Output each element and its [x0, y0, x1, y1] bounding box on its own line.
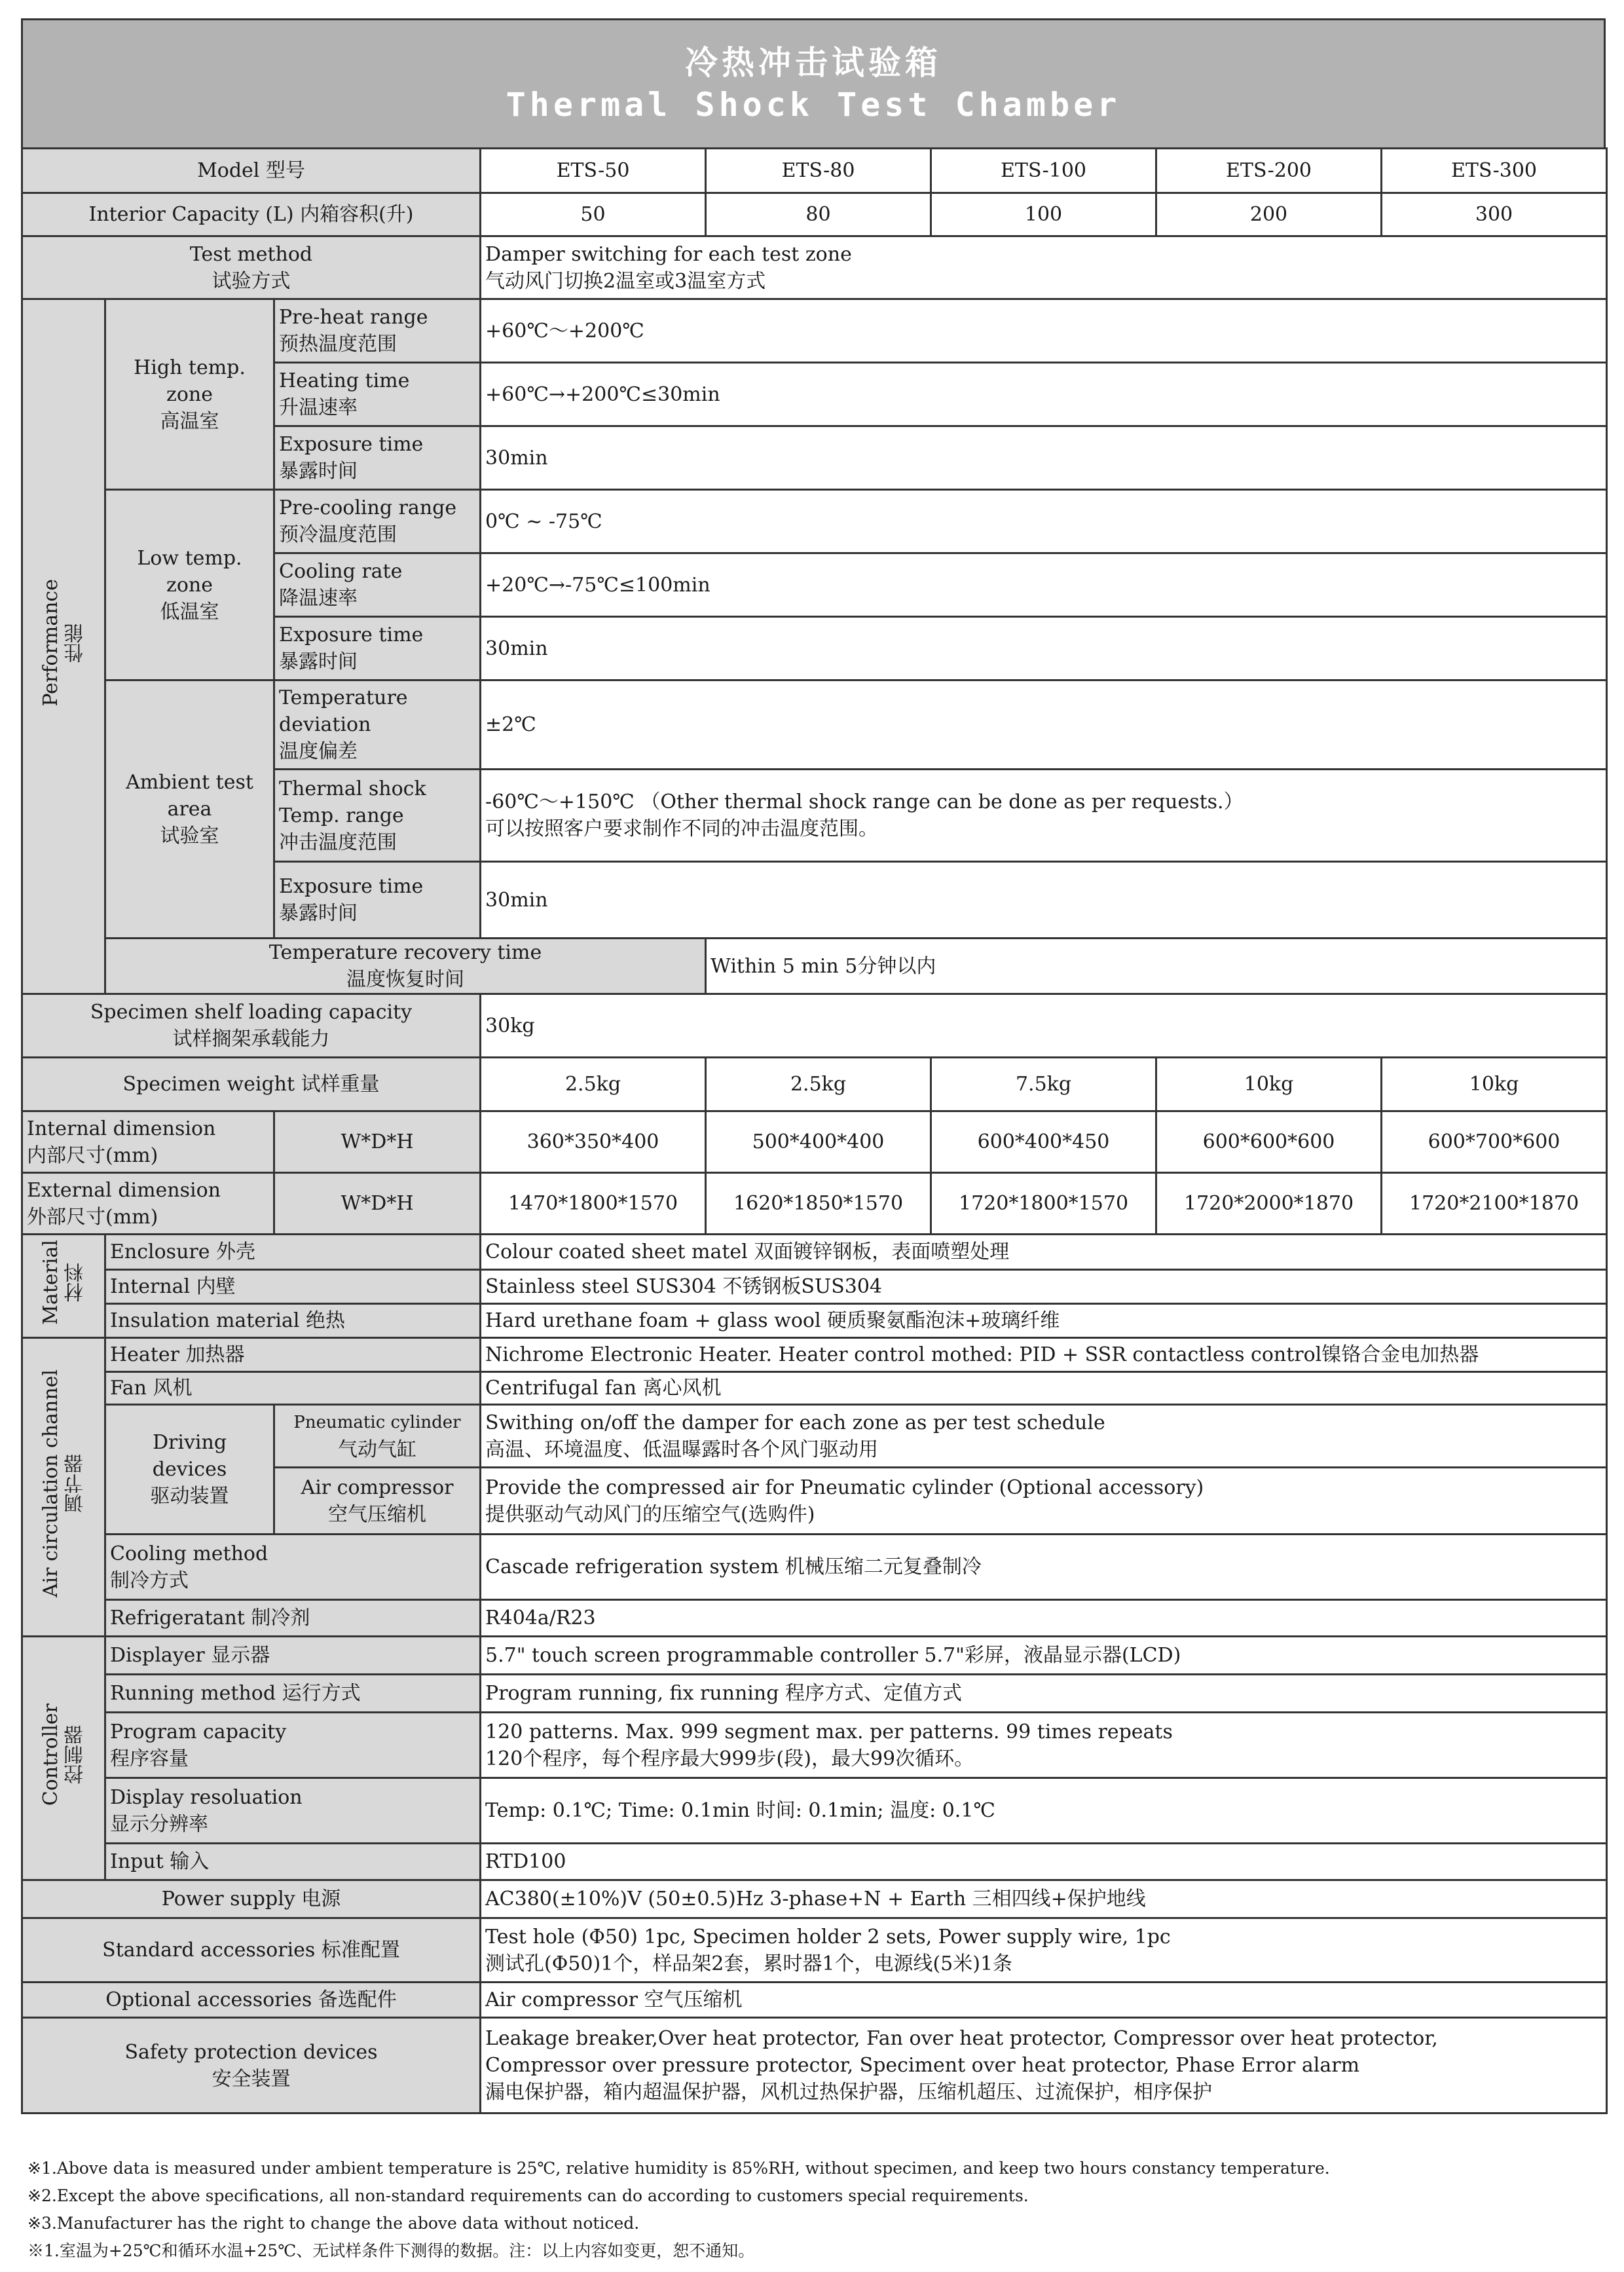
pre-cooling-value: 0℃ ~ -75℃: [481, 490, 1607, 553]
resolution-value: Temp: 0.1℃; Time: 0.1min 时间: 0.1min; 温度: 0.1℃: [481, 1778, 1607, 1844]
standard-accessories-label: Standard accessories 标准配置: [22, 1918, 481, 1983]
recovery-value: Within 5 min 5分钟以内: [706, 939, 1607, 994]
high-exposure-value: 30min: [481, 426, 1607, 490]
program-capacity-value: 120 patterns. Max. 999 segment max. per patterns. 99 times repeats 120个程序，每个程序最大999步(段)，最大99次循环。: [481, 1713, 1607, 1778]
heating-time-value: +60℃→+200℃≤30min: [481, 363, 1607, 426]
enclosure-value: Colour coated sheet matel 双面镀锌钢板，表面喷塑处理: [481, 1235, 1607, 1270]
model-label: Model 型号: [22, 149, 481, 193]
performance-group-label: Performance 性能: [22, 299, 105, 994]
air-circulation-group-label: Air circulation channel 调节器: [22, 1338, 105, 1637]
model-value: ETS-80: [706, 149, 931, 193]
high-exposure-label: Exposure time 暴露时间: [274, 426, 481, 490]
recovery-label: Temperature recovery time 温度恢复时间: [105, 939, 706, 994]
optional-accessories-row: [22, 1983, 1607, 2018]
input-label: Input 输入: [105, 1844, 481, 1880]
pre-cooling-label: Pre-cooling range 预冷温度范围: [274, 490, 481, 553]
resolution-label: Display resoluation 显示分辨率: [105, 1778, 481, 1844]
heater-label: Heater 加热器: [105, 1338, 481, 1372]
weight-row: [22, 1058, 1607, 1111]
heating-time-label: Heating time 升温速率: [274, 363, 481, 426]
internal-wall-row: [22, 1270, 1607, 1304]
pre-heat-label: Pre-heat range 预热温度范围: [274, 299, 481, 363]
displayer-row: [22, 1637, 1607, 1675]
title-english: Thermal Shock Test Chamber: [506, 86, 1121, 124]
shelf-row: [22, 994, 1607, 1058]
running-method-value: Program running, fix running 程序方式、定值方式: [481, 1675, 1607, 1713]
ambient-exposure-value: 30min: [481, 862, 1607, 939]
footnote: ※1.Above data is measured under ambient temperature is 25℃, relative humidity is 85%RH, without specimen, and keep two hours constancy temperature.: [28, 2159, 1330, 2178]
capacity-value: 100: [931, 193, 1156, 236]
heater-value: Nichrome Electronic Heater. Heater control mothed: PID + SSR contactless control镍铬合金电加热器: [481, 1338, 1607, 1372]
weight-value: 10kg: [1382, 1058, 1607, 1111]
shock-range-label: Thermal shock Temp. range 冲击温度范围: [274, 770, 481, 862]
capacity-value: 50: [481, 193, 706, 236]
program-capacity-label: Program capacity 程序容量: [105, 1713, 481, 1778]
footnotes: [28, 2155, 1330, 2265]
test-method-row: [22, 236, 1607, 299]
high-temp-zone-label: High temp. zone 高温室: [105, 299, 274, 490]
internal-dimension-label: Internal dimension 内部尺寸(mm): [22, 1111, 274, 1173]
weight-value: 2.5kg: [481, 1058, 706, 1111]
external-dimension-label: External dimension 外部尺寸(mm): [22, 1173, 274, 1235]
input-row: [22, 1844, 1607, 1880]
deviation-row: [22, 680, 1607, 770]
fan-label: Fan 风机: [105, 1372, 481, 1405]
external-dimension-value: 1720*2000*1870: [1156, 1173, 1382, 1235]
safety-label: Safety protection devices 安全装置: [22, 2018, 481, 2114]
test-method-label: Test method 试验方式: [22, 236, 481, 299]
compressor-value: Provide the compressed air for Pneumatic cylinder (Optional accessory) 提供驱动气动风门的压缩空气(选购件): [481, 1468, 1607, 1535]
weight-label: Specimen weight 试样重量: [22, 1058, 481, 1111]
external-dimension-value: 1620*1850*1570: [706, 1173, 931, 1235]
title-chinese: 冷热冲击试验箱: [685, 44, 942, 82]
internal-dimension-value: 500*400*400: [706, 1111, 931, 1173]
footnote: ※3.Manufacturer has the right to change the above data without noticed.: [28, 2214, 640, 2233]
model-value: ETS-200: [1156, 149, 1382, 193]
ambient-exposure-label: Exposure time 暴露时间: [274, 862, 481, 939]
model-row: [22, 149, 1607, 193]
safety-value: Leakage breaker,Over heat protector, Fan over heat protector, Compressor over heat protector, Compressor over pressure protector, Speciment over heat protector, Phase Error alarm 漏电保护器，箱内超温保护器，风机过热保护器，压缩机超压、过流保护，相序保护: [481, 2018, 1607, 2114]
capacity-value: 200: [1156, 193, 1382, 236]
pre-heat-row: [22, 299, 1607, 363]
driving-devices-label: Driving devices 驱动装置: [105, 1405, 274, 1535]
internal-dimension-value: 360*350*400: [481, 1111, 706, 1173]
internal-dimension-value: 600*600*600: [1156, 1111, 1382, 1173]
internal-dimension-row: [22, 1111, 1607, 1173]
low-exposure-value: 30min: [481, 617, 1607, 680]
pre-heat-value: +60℃～+200℃: [481, 299, 1607, 363]
external-dimension-value: 1470*1800*1570: [481, 1173, 706, 1235]
enclosure-label: Enclosure 外壳: [105, 1235, 481, 1270]
low-exposure-label: Exposure time 暴露时间: [274, 617, 481, 680]
ambient-area-label: Ambient test area 试验室: [105, 680, 274, 939]
optional-accessories-value: Air compressor 空气压缩机: [481, 1983, 1607, 2018]
weight-value: 7.5kg: [931, 1058, 1156, 1111]
power-row: [22, 1880, 1607, 1918]
pneumatic-row: [22, 1405, 1607, 1468]
spec-table: [21, 147, 1608, 2114]
displayer-value: 5.7" touch screen programmable controller 5.7"彩屏，液晶显示器(LCD): [481, 1637, 1607, 1675]
internal-wall-value: Stainless steel SUS304 不锈钢板SUS304: [481, 1270, 1607, 1304]
footnote: ※1.室温为+25℃和循环水温+25℃、无试样条件下测得的数据。注：以上内容如变更，恕不通知。: [28, 2241, 755, 2260]
external-dimension-value: 1720*1800*1570: [931, 1173, 1156, 1235]
input-value: RTD100: [481, 1844, 1607, 1880]
model-value: ETS-300: [1382, 149, 1607, 193]
internal-dimension-unit: W*D*H: [274, 1111, 481, 1173]
fan-row: [22, 1372, 1607, 1405]
fan-value: Centrifugal fan 离心风机: [481, 1372, 1607, 1405]
controller-group-label: Controller 控制器: [22, 1637, 105, 1880]
cooling-method-value: Cascade refrigeration system 机械压缩二元复叠制冷: [481, 1535, 1607, 1600]
enclosure-row: [22, 1235, 1607, 1270]
shock-range-value: -60℃～+150℃ （Other thermal shock range can be done as per requests.） 可以按照客户要求制作不同的冲击温度范围。: [481, 770, 1607, 862]
resolution-row: [22, 1778, 1607, 1844]
power-value: AC380(±10%)V (50±0.5)Hz 3-phase+N + Earth 三相四线+保护地线: [481, 1880, 1607, 1918]
internal-dimension-value: 600*400*450: [931, 1111, 1156, 1173]
standard-accessories-value: Test hole (Φ50) 1pc, Specimen holder 2 sets, Power supply wire, 1pc 测试孔(Φ50)1个，样品架2套，累时器1个，电源线(5米)1条: [481, 1918, 1607, 1983]
insulation-row: [22, 1304, 1607, 1338]
deviation-label: Temperature deviation 温度偏差: [274, 680, 481, 770]
recovery-row: [22, 939, 1607, 994]
internal-wall-label: Internal 内壁: [105, 1270, 481, 1304]
deviation-value: ±2℃: [481, 680, 1607, 770]
cooling-rate-label: Cooling rate 降温速率: [274, 553, 481, 617]
material-group-label: Material 材料: [22, 1235, 105, 1338]
heater-row: [22, 1338, 1607, 1372]
internal-dimension-value: 600*700*600: [1382, 1111, 1607, 1173]
insulation-label: Insulation material 绝热: [105, 1304, 481, 1338]
running-method-row: [22, 1675, 1607, 1713]
spec-sheet: [21, 18, 1606, 2114]
safety-row: [22, 2018, 1607, 2114]
weight-value: 2.5kg: [706, 1058, 931, 1111]
weight-value: 10kg: [1156, 1058, 1382, 1111]
cooling-rate-value: +20℃→-75℃≤100min: [481, 553, 1607, 617]
test-method-value: Damper switching for each test zone 气动风门切换2温室或3温室方式: [481, 236, 1607, 299]
external-dimension-row: [22, 1173, 1607, 1235]
standard-accessories-row: [22, 1918, 1607, 1983]
title-banner: [21, 18, 1606, 147]
shelf-value: 30kg: [481, 994, 1607, 1058]
compressor-label: Air compressor 空气压缩机: [274, 1468, 481, 1535]
optional-accessories-label: Optional accessories 备选配件: [22, 1983, 481, 2018]
capacity-value: 80: [706, 193, 931, 236]
pre-cooling-row: [22, 490, 1607, 553]
power-label: Power supply 电源: [22, 1880, 481, 1918]
pneumatic-value: Swithing on/off the damper for each zone as per test schedule 高温、环境温度、低温曝露时各个风门驱动用: [481, 1405, 1607, 1468]
footnote: ※2.Except the above specifications, all non-standard requirements can do according to customers special requirements.: [28, 2186, 1029, 2205]
shelf-label: Specimen shelf loading capacity 试样搁架承载能力: [22, 994, 481, 1058]
external-dimension-value: 1720*2100*1870: [1382, 1173, 1607, 1235]
refrigerant-label: Refrigeratant 制冷剂: [105, 1600, 481, 1637]
capacity-value: 300: [1382, 193, 1607, 236]
pneumatic-label: Pneumatic cylinder 气动气缸: [274, 1405, 481, 1468]
program-capacity-row: [22, 1713, 1607, 1778]
displayer-label: Displayer 显示器: [105, 1637, 481, 1675]
capacity-label: Interior Capacity (L) 内箱容积(升): [22, 193, 481, 236]
cooling-method-row: [22, 1535, 1607, 1600]
capacity-row: [22, 193, 1607, 236]
cooling-method-label: Cooling method 制冷方式: [105, 1535, 481, 1600]
running-method-label: Running method 运行方式: [105, 1675, 481, 1713]
insulation-value: Hard urethane foam + glass wool 硬质聚氨酯泡沫+玻璃纤维: [481, 1304, 1607, 1338]
refrigerant-row: [22, 1600, 1607, 1637]
external-dimension-unit: W*D*H: [274, 1173, 481, 1235]
model-value: ETS-100: [931, 149, 1156, 193]
refrigerant-value: R404a/R23: [481, 1600, 1607, 1637]
model-value: ETS-50: [481, 149, 706, 193]
low-temp-zone-label: Low temp. zone 低温室: [105, 490, 274, 680]
